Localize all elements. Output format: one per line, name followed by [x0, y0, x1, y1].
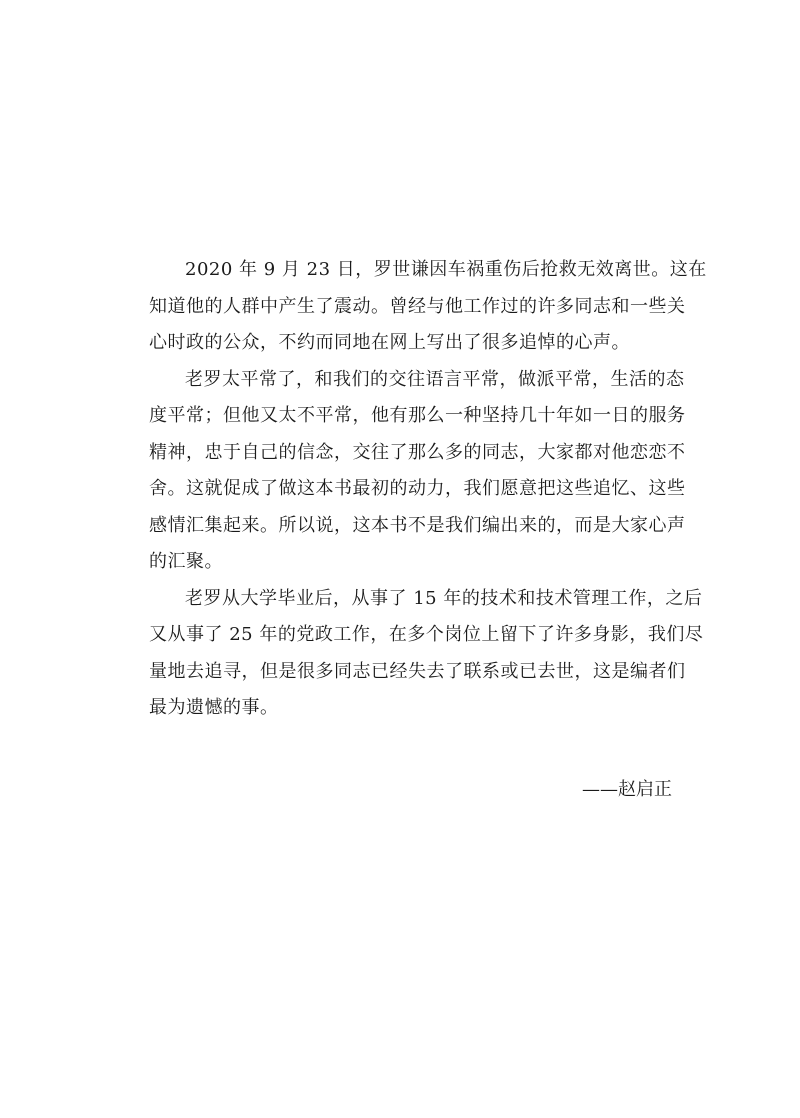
text-line: 的汇聚。	[149, 551, 223, 572]
text-line: 心时政的公众，不约而同地在网上写出了很多追悼的心声。	[149, 332, 630, 353]
text-line: 老罗太平常了，和我们的交往语言平常，做派平常，生活的态	[185, 368, 685, 390]
text-line: 精神，忠于自己的信念，交往了那么多的同志，大家都对他恋恋不	[149, 441, 686, 463]
text-line: 舍。这就促成了做这本书最初的动力，我们愿意把这些追忆、这些	[149, 478, 686, 499]
paragraph-2	[149, 362, 686, 581]
paragraph-3	[149, 581, 704, 727]
document-body	[149, 252, 707, 727]
text-line: 感情汇集起来。所以说，这本书不是我们编出来的，而是大家心声	[149, 514, 686, 536]
text-line: 量地去追寻，但是很多同志已经失去了联系或已去世，这是编者们	[149, 660, 686, 682]
text-line: 度平常；但他又太不平常，他有那么一种坚持几十年如一日的服务	[149, 405, 686, 426]
text-line: 又从事了 25 年的党政工作，在多个岗位上留下了许多身影，我们尽	[149, 624, 704, 645]
text-line: 老罗从大学毕业后，从事了 15 年的技术和技术管理工作，之后	[185, 587, 703, 609]
text-line: 最为遗憾的事。	[149, 697, 279, 718]
text-line: 2020 年 9 月 23 日，罗世谦因车祸重伤后抢救无效离世。这在	[185, 259, 707, 280]
text-line: 知道他的人群中产生了震动。曾经与他工作过的许多同志和一些关	[149, 295, 686, 317]
author-signature: ——赵启正	[582, 779, 672, 800]
paragraph-1	[149, 252, 707, 362]
